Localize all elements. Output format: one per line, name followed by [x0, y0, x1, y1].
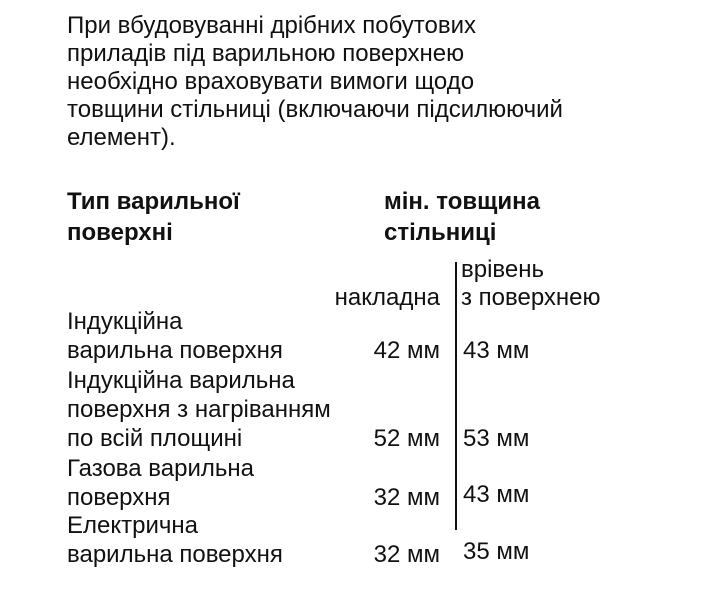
- row-overlay-value-gas: 32 мм: [373, 484, 440, 511]
- row-name-gas: Газова варильна поверхня: [67, 455, 254, 511]
- row-flush-value-electric: 35 мм: [463, 538, 530, 565]
- intro-paragraph: При вбудовуванні дрібних побутових приладів під варильною поверхнею необхідно враховувати вимоги щодо товщини стільниці (включаючи підсилюючий елемент).: [67, 12, 563, 151]
- header-min-thickness: мін. товщина стільниці: [384, 188, 540, 246]
- column-divider: [455, 262, 457, 530]
- row-name-induction-full-surface: Індукційна варильна поверхня з нагріванням по всій площині: [67, 367, 331, 452]
- row-name-induction: Індукційна варильна поверхня: [67, 308, 283, 364]
- header-cooktop-type: Тип варильної поверхні: [67, 188, 240, 246]
- subheader-flush: врівень з поверхнею: [461, 256, 601, 311]
- row-flush-value-induction-full-surface: 53 мм: [463, 425, 530, 452]
- row-overlay-value-electric: 32 мм: [373, 541, 440, 568]
- row-flush-value-gas: 43 мм: [463, 481, 530, 508]
- row-flush-value-induction: 43 мм: [463, 337, 530, 364]
- subheader-overlay: накладна: [334, 284, 440, 311]
- row-name-electric: Електрична варильна поверхня: [67, 512, 283, 568]
- row-overlay-value-induction-full-surface: 52 мм: [373, 425, 440, 452]
- row-overlay-value-induction: 42 мм: [373, 337, 440, 364]
